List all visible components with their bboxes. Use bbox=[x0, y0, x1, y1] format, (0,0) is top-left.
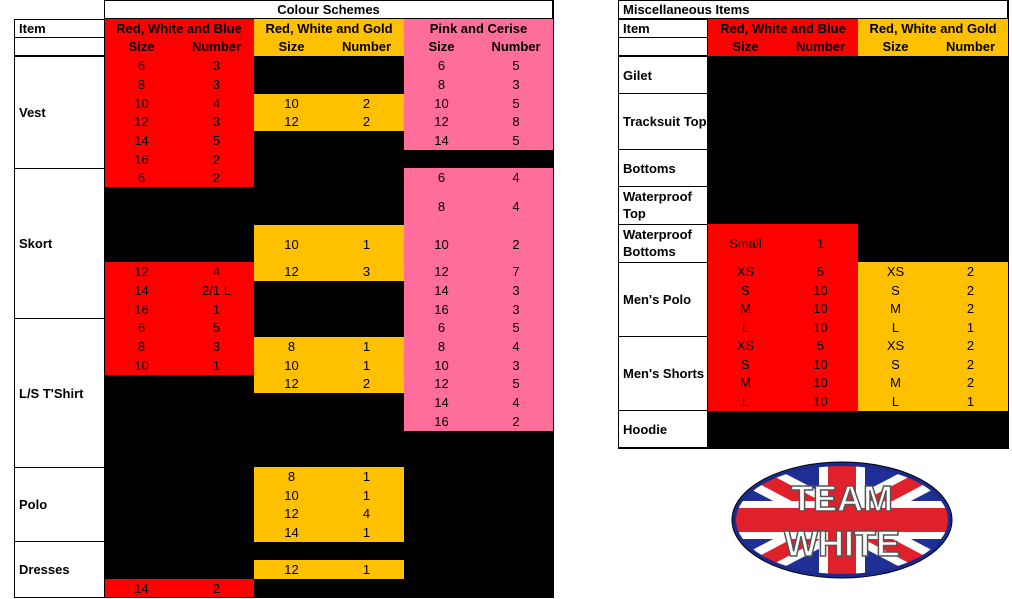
misc-item-bottoms: Bottoms bbox=[618, 149, 708, 187]
subheader-size: Size bbox=[404, 37, 479, 56]
size-cell: 14 bbox=[254, 523, 329, 542]
number-cell: 2 bbox=[933, 281, 1008, 300]
item-vest: Vest bbox=[14, 56, 105, 169]
size-cell: 6 bbox=[104, 168, 179, 187]
size-cell: M bbox=[708, 299, 783, 318]
number-cell: 4 bbox=[179, 94, 254, 113]
number-cell: 4 bbox=[329, 504, 404, 523]
number-cell: 2 bbox=[479, 225, 553, 263]
misc-subheader-blank bbox=[618, 37, 708, 56]
number-cell: 5 bbox=[783, 262, 858, 281]
misc-item-tracksuit-top: Tracksuit Top bbox=[618, 93, 708, 150]
number-cell: 1 bbox=[329, 225, 404, 263]
number-cell: 2/1 L bbox=[179, 281, 254, 300]
misc-subheader-size: Size bbox=[858, 37, 933, 56]
item-skort: Skort bbox=[14, 168, 105, 319]
subheader-number: Number bbox=[329, 37, 404, 56]
size-cell: 10 bbox=[104, 356, 179, 375]
colour-schemes-title: Colour Schemes bbox=[104, 0, 553, 19]
size-cell: 8 bbox=[104, 75, 179, 94]
size-cell: XS bbox=[858, 336, 933, 355]
size-cell: 8 bbox=[254, 467, 329, 486]
number-cell: 7 bbox=[479, 262, 553, 281]
size-cell: 14 bbox=[404, 281, 479, 300]
scheme-header-rwb: Red, White and Blue bbox=[104, 19, 254, 38]
item-subheader-blank bbox=[14, 37, 105, 56]
size-cell: 8 bbox=[254, 337, 329, 356]
size-cell: XS bbox=[708, 262, 783, 281]
number-cell: 3 bbox=[479, 300, 553, 319]
size-cell: S bbox=[858, 355, 933, 374]
number-cell: 4 bbox=[479, 187, 553, 225]
size-cell: 12 bbox=[104, 262, 179, 281]
misc-title: Miscellaneous Items bbox=[618, 0, 1008, 19]
team-white-logo bbox=[731, 461, 953, 579]
misc-item-mens-polo: Men's Polo bbox=[618, 262, 708, 337]
number-cell: 1 bbox=[329, 337, 404, 356]
number-cell: 1 bbox=[783, 224, 858, 262]
misc-item-waterproof-bottoms: Waterproof Bottoms bbox=[618, 224, 708, 263]
number-cell: 2 bbox=[933, 355, 1008, 374]
size-cell: 14 bbox=[104, 281, 179, 300]
size-cell: 16 bbox=[104, 150, 179, 169]
number-cell: 5 bbox=[479, 131, 553, 150]
number-cell: 1 bbox=[933, 392, 1008, 411]
size-cell: 14 bbox=[404, 393, 479, 412]
size-cell: 10 bbox=[404, 356, 479, 375]
size-cell: 6 bbox=[104, 56, 179, 75]
number-cell: 1 bbox=[179, 356, 254, 375]
number-cell: 3 bbox=[479, 281, 553, 300]
number-cell: 10 bbox=[783, 318, 858, 337]
size-cell: 12 bbox=[254, 560, 329, 579]
number-cell: 2 bbox=[329, 374, 404, 393]
size-cell: 12 bbox=[254, 262, 329, 281]
size-cell: 14 bbox=[104, 579, 179, 598]
number-cell: 1 bbox=[933, 318, 1008, 337]
scheme-header-pc: Pink and Cerise bbox=[404, 19, 553, 38]
number-cell: 4 bbox=[479, 168, 553, 187]
size-cell: 8 bbox=[404, 75, 479, 94]
size-cell: 12 bbox=[404, 374, 479, 393]
number-cell: 10 bbox=[783, 373, 858, 392]
size-cell: 6 bbox=[104, 318, 179, 337]
number-cell: 5 bbox=[479, 94, 553, 113]
number-cell: 8 bbox=[479, 112, 553, 131]
size-cell: 10 bbox=[404, 94, 479, 113]
size-cell: 16 bbox=[404, 300, 479, 319]
size-cell: 8 bbox=[404, 337, 479, 356]
number-cell: 5 bbox=[179, 318, 254, 337]
number-cell: 1 bbox=[329, 486, 404, 505]
misc-subheader-number: Number bbox=[933, 37, 1008, 56]
number-cell: 2 bbox=[933, 299, 1008, 318]
size-cell: M bbox=[858, 299, 933, 318]
misc-item-header: Item bbox=[618, 19, 708, 38]
size-cell: 10 bbox=[254, 225, 329, 263]
size-cell: XS bbox=[708, 336, 783, 355]
misc-scheme-header-rwb: Red, White and Blue bbox=[708, 19, 858, 38]
number-cell: 2 bbox=[933, 373, 1008, 392]
number-cell: 3 bbox=[479, 356, 553, 375]
size-cell: M bbox=[708, 373, 783, 392]
number-cell: 3 bbox=[479, 75, 553, 94]
size-cell: M bbox=[858, 373, 933, 392]
number-cell: 2 bbox=[179, 150, 254, 169]
item-ls-tshirt: L/S T'Shirt bbox=[14, 318, 105, 468]
size-cell: 12 bbox=[254, 504, 329, 523]
size-cell: 10 bbox=[404, 225, 479, 263]
misc-subheader-size: Size bbox=[708, 37, 783, 56]
size-cell: 8 bbox=[404, 187, 479, 225]
misc-subheader-number: Number bbox=[783, 37, 858, 56]
size-cell: 12 bbox=[254, 374, 329, 393]
size-cell: 6 bbox=[404, 56, 479, 75]
number-cell: 3 bbox=[179, 75, 254, 94]
number-cell: 2 bbox=[479, 412, 553, 431]
number-cell: 4 bbox=[179, 262, 254, 281]
size-cell: L bbox=[708, 318, 783, 337]
number-cell: 2 bbox=[329, 94, 404, 113]
number-cell: 1 bbox=[329, 523, 404, 542]
number-cell: 5 bbox=[479, 374, 553, 393]
size-cell: 14 bbox=[404, 131, 479, 150]
size-cell: 16 bbox=[104, 300, 179, 319]
size-cell: S bbox=[708, 281, 783, 300]
subheader-number: Number bbox=[179, 37, 254, 56]
number-cell: 1 bbox=[179, 300, 254, 319]
size-cell: L bbox=[858, 392, 933, 411]
misc-item-hoodie: Hoodie bbox=[618, 410, 708, 448]
size-cell: L bbox=[858, 318, 933, 337]
number-cell: 2 bbox=[329, 112, 404, 131]
number-cell: 3 bbox=[179, 337, 254, 356]
misc-scheme-header-rwg: Red, White and Gold bbox=[858, 19, 1008, 38]
size-cell: 14 bbox=[104, 131, 179, 150]
number-cell: 5 bbox=[479, 56, 553, 75]
number-cell: 4 bbox=[479, 393, 553, 412]
size-cell: 12 bbox=[254, 112, 329, 131]
number-cell: 5 bbox=[783, 336, 858, 355]
number-cell: 2 bbox=[179, 168, 254, 187]
number-cell: 3 bbox=[179, 56, 254, 75]
size-cell: S bbox=[858, 281, 933, 300]
misc-item-waterproof-top: Waterproof Top bbox=[618, 186, 708, 225]
number-cell: 10 bbox=[783, 392, 858, 411]
number-cell: 1 bbox=[329, 560, 404, 579]
size-cell: S bbox=[708, 355, 783, 374]
size-cell: 6 bbox=[404, 318, 479, 337]
subheader-size: Size bbox=[104, 37, 179, 56]
size-cell: Small bbox=[708, 224, 783, 262]
size-cell: 12 bbox=[404, 262, 479, 281]
size-cell: 16 bbox=[404, 412, 479, 431]
size-cell: 10 bbox=[254, 94, 329, 113]
misc-item-gilet: Gilet bbox=[618, 56, 708, 94]
size-cell: 12 bbox=[404, 112, 479, 131]
logo-line1: TEAM bbox=[791, 478, 893, 519]
number-cell: 2 bbox=[933, 262, 1008, 281]
scheme-header-rwg: Red, White and Gold bbox=[254, 19, 404, 38]
number-cell: 2 bbox=[179, 579, 254, 598]
size-cell: 6 bbox=[404, 168, 479, 187]
number-cell: 1 bbox=[329, 356, 404, 375]
misc-item-mens-shorts: Men's Shorts bbox=[618, 336, 708, 411]
subheader-size: Size bbox=[254, 37, 329, 56]
item-polo: Polo bbox=[14, 467, 105, 542]
size-cell: 12 bbox=[104, 112, 179, 131]
subheader-number: Number bbox=[479, 37, 553, 56]
item-header: Item bbox=[14, 19, 105, 38]
size-cell: 10 bbox=[254, 356, 329, 375]
size-cell: 10 bbox=[254, 486, 329, 505]
logo-line2: WHITE bbox=[784, 523, 900, 564]
number-cell: 5 bbox=[479, 318, 553, 337]
size-cell: 10 bbox=[104, 94, 179, 113]
number-cell: 3 bbox=[329, 262, 404, 281]
number-cell: 3 bbox=[179, 112, 254, 131]
number-cell: 10 bbox=[783, 299, 858, 318]
union-jack-oval-icon bbox=[731, 461, 953, 579]
number-cell: 4 bbox=[479, 337, 553, 356]
size-cell: 8 bbox=[104, 337, 179, 356]
number-cell: 5 bbox=[179, 131, 254, 150]
number-cell: 1 bbox=[329, 467, 404, 486]
number-cell: 2 bbox=[933, 336, 1008, 355]
number-cell: 10 bbox=[783, 281, 858, 300]
size-cell: L bbox=[708, 392, 783, 411]
size-cell: XS bbox=[858, 262, 933, 281]
number-cell: 10 bbox=[783, 355, 858, 374]
item-dresses: Dresses bbox=[14, 541, 105, 598]
